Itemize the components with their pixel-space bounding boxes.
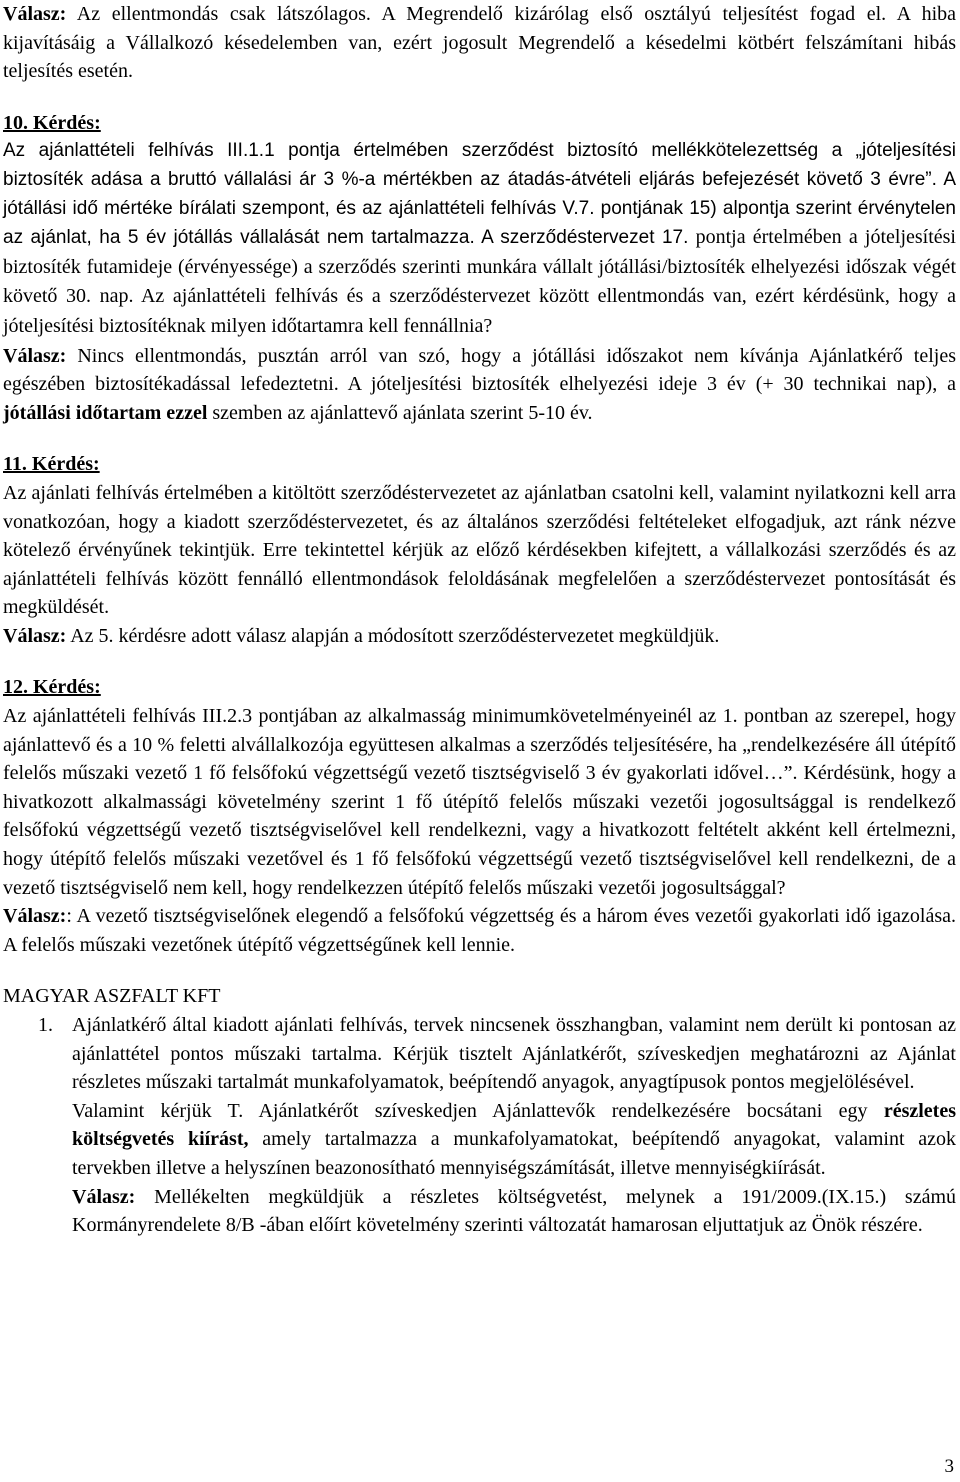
question-10 <box>3 109 956 428</box>
item-paragraph-2-bold: részletes költségvetés kiírást, <box>72 1099 956 1151</box>
answer-label: Válasz: <box>3 3 67 25</box>
page-number: 3 <box>944 1456 954 1477</box>
item-paragraph-2-start: Valamint kérjük T. Ajánlatkérőt szíveskedjen Ajánlattevők rendelkezésére bocsátani egy <box>72 1099 884 1122</box>
question-answer <box>3 902 956 959</box>
answer-text-part1: Nincs ellentmondás, pusztán arról van szó, hogy a jótállási időszakot nem kívánja Ajánlatkérő teljes egészében biztosítékadással lefedeztetni. A jóteljesítési biztosíték elhelyezési ideje 3 év (+ 30 technikai nap), a <box>3 344 956 396</box>
question-text-part2: pontja értelmében a jóteljesítési biztosíték futamideje (érvényessége) a szerződés szerinti munkára vállalt jótállási/biztosíték elhelyezési időszak végét követő 30. nap. Az ajánlattételi felhívás és a szerződéstervezet között ellentmondás van, ezért kérdésünk, hogy a jóteljesítési biztosítéknak milyen időtartamra kell fennállnia? <box>3 226 956 337</box>
answer-label: Válasz: <box>3 624 67 647</box>
item-paragraph-1: Ajánlatkérő által kiadott ajánlati felhívás, tervek nincsenek összhangban, valamint nem derült ki pontosan az ajánlattétel pontos műszaki tartalma. Kérjük tisztelt Ajánlatkérőt, szíveskedjen meghatározni az Ajánlat részletes műszaki tartalmát munkafolyamatok, beépítendő anyagok, anyagtípusok pontos megjelölésével. <box>72 1014 956 1094</box>
item-number: 1. <box>38 1014 53 1036</box>
item-paragraph-2-end: amely tartalmazza a munkafolyamatokat, beépítendő anyagokat, valamint azok tervekben illetve a helyszínen beazonosítható mennyiségszámítását, illetve mennyiségkiírását. <box>72 1128 956 1179</box>
answer-label: Válasz: <box>3 344 67 367</box>
answer-label: Válasz: <box>3 905 67 928</box>
question-heading: 11. Kérdés: <box>3 453 100 476</box>
answer-label: Válasz: <box>72 1185 136 1208</box>
previous-answer <box>3 0 956 86</box>
question-11 <box>3 450 956 650</box>
answer-text: : A vezető tisztségviselőnek elegendő a felsőfokú végzettség és a három éves vezetői gyakorlati idő igazolása. A felelős műszaki vezetőnek útépítő végzettségűnek kell lennie. <box>3 905 956 956</box>
company-section <box>3 982 956 1239</box>
item-answer <box>72 1183 956 1240</box>
company-name: MAGYAR ASZFALT KFT <box>3 985 221 1008</box>
answer-text-part2: szemben az ajánlattevő ajánlata szerint 5-10 év. <box>207 401 593 424</box>
answer-text: Az 5. kérdésre adott válasz alapján a módosított szerződéstervezetet megküldjük. <box>66 624 720 647</box>
company-question-item <box>3 1011 956 1240</box>
answer-text: Az ellentmondás csak látszólagos. A Megrendelő kizárólag első osztályú teljesítést fogad el. A hiba kijavításáig a Vállalkozó késedelemben van, ezért jogosult Megrendelő a késedelmi kötbért felszámítani hibás teljesítés esetén. <box>3 3 956 83</box>
question-heading: 12. Kérdés: <box>3 676 101 699</box>
document-page <box>3 0 956 1240</box>
answer-text: Mellékelten megküldjük a részletes költségvetést, melynek a 191/2009.(IX.15.) számú Kormányrendelete 8/B -ában előírt követelmény szerinti változatát hamarosan eljuttatjuk az Önök részére. <box>72 1185 956 1237</box>
question-text: Az ajánlati felhívás értelmében a kitöltött szerződéstervezetet az ajánlatban csatolni kell, valamint nyilatkozni kell arra vonatkozóan, hogy a kiadott szerződéstervezetet, és az általános szerződési feltételeket elfogadjuk, azt ránk nézve kötelező érvényűnek tekintjük. Erre tekintettel kérjük az előző kérdésekben kifejtett, a vállalkozási szerződés és az ajánlattételi felhívás között fennálló ellentmondások feloldásának megfelelően a szerződéstervezet pontosítását és megküldését. <box>3 481 956 619</box>
question-heading: 10. Kérdés: <box>3 111 101 134</box>
company-question-list <box>3 1011 956 1240</box>
question-12 <box>3 673 956 959</box>
question-answer <box>3 622 956 651</box>
question-text-part1: Az ajánlattételi felhívás III.1.1 pontja értelmében szerződést biztosító mellékkötelezettség a „jóteljesítési biztosíték adása a bruttó vállalási ár 3 %-a mértékben az átadás-átvételi eljárás befejezését követő 3 évre”. A jótállási idő mértéke bírálati szempont, és az ajánlattételi felhívás V.7. pontjának 15) alpontja szerint érvénytelen az ajánlat, ha 5 év jótállás vállalását nem tartalmazza. A szerződéstervezet 17. <box>3 140 956 249</box>
item-paragraph-2 <box>72 1097 956 1183</box>
question-text <box>3 137 956 341</box>
answer-bold-text: jótállási időtartam ezzel <box>3 401 208 424</box>
question-answer <box>3 342 956 428</box>
question-text: Az ajánlattételi felhívás III.2.3 pontjában az alkalmasság minimumkövetelményeinél az 1. pontban az szerepel, hogy ajánlattevő és a 10 % feletti alvállalkozója együttesen alkalmas a szerződés teljesítésére, ha „rendelkezésére áll útépítő felelős műszaki vezető 1 fő felsőfokú végzettségű vezető tisztségviselő 3 év gyakorlati idővel…”. Kérdésünk, hogy a hivatkozott alkalmassági követelmény szerint 1 fő útépítő felelős műszaki vezetői jogosultsággal is rendelkező felsőfokú végzettségű vezető tisztségviselővel kell rendelkezni, vagy a hivatkozott feltételt akként kell értelmezni, hogy útépítő felelős műszaki vezetővel és 1 fő felsőfokú végzettségű vezető tisztségviselővel kell rendelkezni, de a vezető tisztségviselő nem kell, hogy rendelkezzen útépítő felelős műszaki vezetői jogosultsággal? <box>3 705 956 899</box>
